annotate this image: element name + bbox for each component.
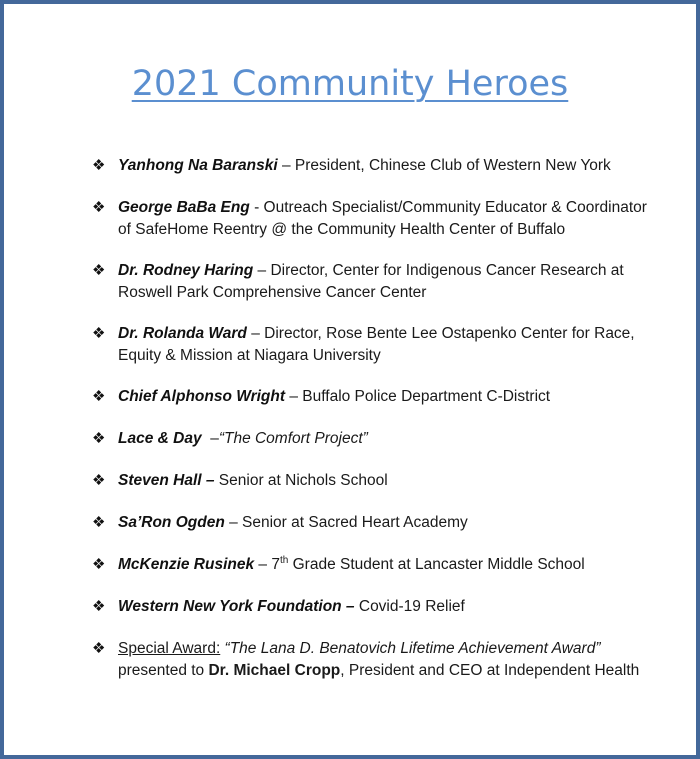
- hero-description-line2: Equity & Mission at Niagara University: [118, 347, 381, 364]
- hero-name: Lace & Day: [118, 430, 202, 447]
- hero-name: Dr. Rodney Haring: [118, 262, 254, 279]
- hero-name: Yanhong Na Baranski: [118, 157, 278, 174]
- hero-description: – Director, Rose Bente Lee Ostapenko Center for Race,: [246, 325, 635, 342]
- diamond-dots-bullet-icon: ❖: [92, 598, 106, 615]
- ordinal-suffix: th: [279, 554, 289, 566]
- hero-description: – President, Chinese Club of Western New York: [277, 157, 611, 174]
- diamond-dots-bullet-icon: ❖: [92, 514, 106, 531]
- diamond-dots-bullet-icon: ❖: [92, 640, 106, 657]
- hero-name: George BaBa Eng: [118, 199, 250, 216]
- diamond-dots-bullet-icon: ❖: [92, 199, 106, 216]
- hero-description: – 7: [254, 556, 280, 573]
- hero-description: – Buffalo Police Department C-District: [285, 388, 551, 405]
- hero-description: - Outreach Specialist/Community Educator & Coordinator: [249, 199, 647, 216]
- diamond-dots-bullet-icon: ❖: [92, 325, 106, 342]
- hero-description-rest: Grade Student at Lancaster Middle School: [288, 556, 585, 573]
- hero-name: Chief Alphonso Wright: [118, 388, 286, 405]
- hero-name: Dr. Rolanda Ward: [118, 325, 247, 342]
- hero-description: Senior at Nichols School: [214, 472, 388, 489]
- hero-name: Steven Hall –: [118, 472, 215, 489]
- separator: –: [201, 430, 219, 447]
- hero-name: Sa’Ron Ogden: [118, 514, 225, 531]
- diamond-dots-bullet-icon: ❖: [92, 430, 106, 447]
- special-award-label: Special Award:: [118, 640, 221, 657]
- hero-description-line2: of SafeHome Reentry @ the Community Health Center of Buffalo: [118, 221, 566, 238]
- special-award-description: , President and CEO at Independent Health: [340, 662, 640, 679]
- special-award-prefix: presented to: [118, 662, 209, 679]
- diamond-dots-bullet-icon: ❖: [92, 388, 106, 405]
- special-award-recipient: Dr. Michael Cropp: [208, 662, 341, 679]
- page-title: 2021 Community Heroes: [131, 64, 569, 104]
- hero-name: McKenzie Rusinek: [118, 556, 255, 573]
- hero-description-line2: Roswell Park Comprehensive Cancer Center: [118, 284, 427, 301]
- hero-description: – Senior at Sacred Heart Academy: [224, 514, 468, 531]
- diamond-dots-bullet-icon: ❖: [92, 262, 106, 279]
- diamond-dots-bullet-icon: ❖: [92, 157, 106, 174]
- hero-description: “The Comfort Project”: [218, 430, 368, 447]
- hero-description: Covid-19 Relief: [354, 598, 465, 615]
- diamond-dots-bullet-icon: ❖: [92, 472, 106, 489]
- special-award-title: “The Lana D. Benatovich Lifetime Achievement Award”: [220, 640, 601, 657]
- hero-name: Western New York Foundation –: [118, 598, 355, 615]
- hero-description: – Director, Center for Indigenous Cancer Research at: [253, 262, 624, 279]
- diamond-dots-bullet-icon: ❖: [92, 556, 106, 573]
